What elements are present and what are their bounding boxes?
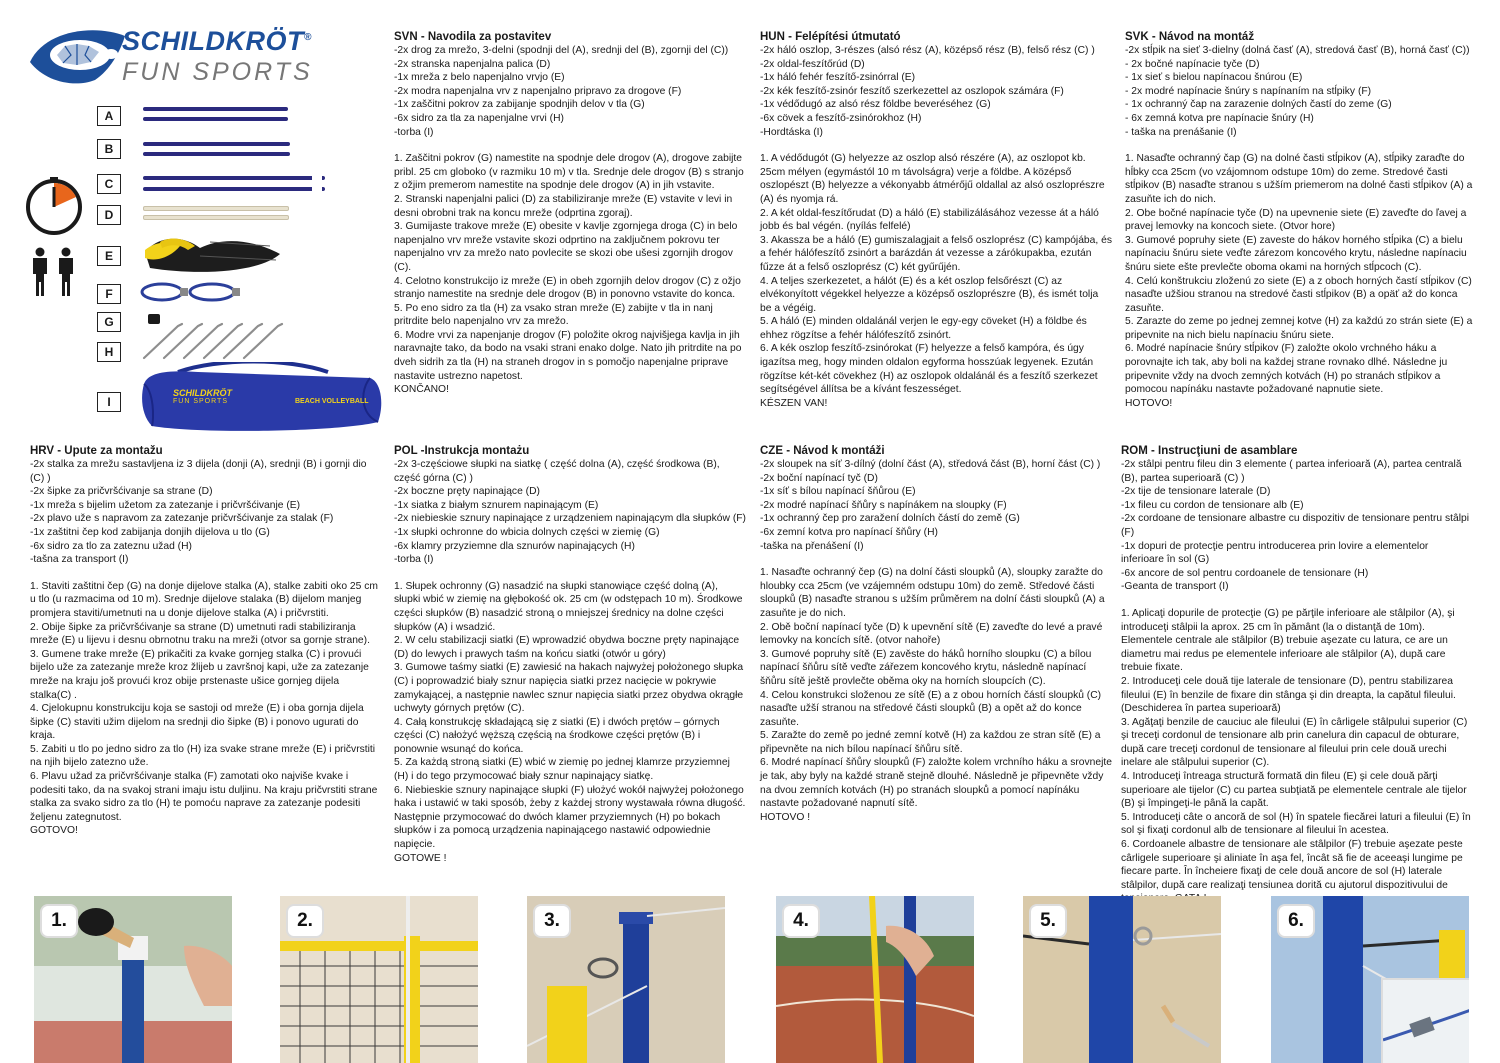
clock-icon (24, 177, 84, 237)
instructions-hrv (30, 444, 382, 838)
part-label-c: C (97, 174, 121, 194)
bag-product: BEACH VOLLEYBALL (295, 398, 369, 405)
part-label-i: I (97, 392, 121, 412)
step-photo-2 (280, 896, 478, 1063)
assembly-steps: 1. Nasaďte ochranný čap (G) na dolné časti stĺpikov (A), stĺpiky zaraďte do hĺbky cca 25cm (vo vzájomnom odstupe 10m) do zeme. Stredové časti stĺpikov (B) nasaďte stranou s užším priemerom na dolné časti stĺpikov (A) a zasuňte ich do nich. 2. Obe bočné napínacie tyče (D) na upevnenie siete (E) zaveďte do ľavej a pravej lemovky na koncoch siete. (Otvor hore) 3. Gumové popruhy siete (E) zaveste do hákov horného stĺpika (C) a bielu napínaciu šnúru siete veďte zárezom koncového krytu, následne napínaciu šnúru siete ešte prevlečte oboma okami na horných stĺpcoch (C). 4. Celú konštrukciu zloženú zo siete (E) a z oboch horných častí stĺpikov (C) nasaďte užšiou stranou na stredové časti stĺpikov (B) a opäť až do konca zasuňte. 5. Zarazte do zeme po jednej zemnej kotve (H) za každú zo strán siete (E) a pripevnite na nich bielu napínaciu šnúru siete. 6. Modré napínacie šnúry stĺpikov (F) založte okolo vrchného háku a porovnajte ich tak, aby boli na každej strane rovnako dlhé. Následne ju pripevnite vždy na dvoch zemných kotvách (H) po stranách stĺpikov a pomocou napínáku nastavte požadované napnutie siete. HOTOVO! (1125, 153, 1473, 409)
assembly-steps: 1. Słupek ochronny (G) nasadzić na słupki stanowiące część dolną (A), słupki wbić w ziemię na głębokość ok. 25 cm (w odstępach 10 m). Środkowe części słupków (B) nasadzić stroną o mniejszej średnicy na dolne części słupków (A) i wsadzić. 2. W celu stabilizacji siatki (E) wprowadzić obydwa boczne pręty napinające (D) do lewych i prawych taśm na końcu siatki (otwór u góry) 3. Gumowe taśmy siatki (E) zawiesić na hakach najwyżej położonego słupka (C) i poprowadzić biały sznur napięcia siatki przez nacięcie w pokrywie zamykającej, a następnie nawlec sznur napięcia siatki przez obydwa okrągłe uchwyty górnych prętów (C). 4. Całą konstrukcję składającą się z siatki (E) i dwóch prętów – górnych części (C) nałożyć węższą częścią na środkowe części prętów (B) i ponownie wsunąć do końca. 5. Za każdą stroną siatki (E) wbić w ziemię po jednej klamrze przyziemnej (H) i do tego przymocować biały sznur napinający siatkę. 6. Niebieskie sznury napinające słupki (F) ułożyć wokół najwyżej położonego haka i ustawić w taki sposób, żeby z każdej strony wystawała równa długość. Następnie przymocować do dwóch klamer przyziemnych (H) po bokach słupków i za pomocą urządzenia napinającego nastawić odpowiednie napięcie. GOTOWE ! (394, 580, 746, 864)
photo-step-number: 4. (784, 906, 818, 936)
instructions-hun (760, 30, 1112, 410)
blue-rope-f-icon (140, 280, 245, 304)
photo-step-number: 2. (288, 906, 322, 936)
assembly-steps: 1. Nasaďte ochranný čep (G) na dolní části sloupků (A), sloupky zaražte do hloubky cca 25cm (ve vzájemném odstupu 10m) do země. Středové části sloupků (B) nasaďte stranou s užším průměrem na dolní části sloupků (A) a zasuňte je do nich. 2. Obě boční napínací tyče (D) k upevnění sítě (E) zaveďte do levé a pravé lemovky na koncích sítě. (otvor nahoře) 3. Gumové popruhy sítě (E) zavěste do háků horního sloupku (C) a bílou napínací šňůru sítě veďte zářezem koncového krytu, následně napínací šňůru sítě ještě provlečte oběma oky na horních sloupcích (C). 4. Celou konstrukci složenou ze sítě (E) a z obou horních částí sloupků (C) nasaďte užší stranou na středové části sloupků (B) a opět až do konce zasuňte. 5. Zaražte do země po jedné zemní kotvě (H) za každou ze stran sítě (E) a připevněte na nich bílou napínací šňůru sítě. 6. Modré napínací šňůry sloupků (F) založte kolem vrchního háku a srovnejte je tak, aby byly na každé straně stejně dlouhé. Následně je připevněte vždy na dvou zemních kotvách (H) po stranách sloupků a pomocí napínáku nastavte požadované napnutí sítě. HOTOVO ! (760, 567, 1112, 823)
tensioner-detail-inset (1381, 978, 1469, 1063)
photo-step-number: 5. (1031, 906, 1065, 936)
step-photo-6 (1271, 896, 1469, 1063)
instructions-svn (394, 30, 746, 397)
section-title: HRV - Upute za montažu (30, 445, 163, 457)
brand-name: SCHILDKRÖT® (122, 26, 312, 56)
instructions-svk (1125, 30, 1475, 410)
pole-top-c (143, 176, 325, 180)
part-label-b: B (97, 139, 121, 159)
assembly-steps: 1. Staviti zaštitni čep (G) na donje dijelove stalka (A), stalke zabiti oko 25 cm u tlo (u razmacima od 10 m). Srednje dijelove stalaka (B) dijelom manjeg promjera staviti/umetnuti na u donje dijelove stalka (A) i pričvrstiti. 2. Obije šipke za pričvršćivanje sa strane (D) umetnuti radi stabiliziranja mreže (E) u lijevu i desnu obrnotnu traku na mreži (otvor sa gornje strane). 3. Gumene trake mreže (E) prikačiti za kvake gornjeg stalka (C) i provući bijelo uže za zatezanje mreže kroz žlijeb u završnoj kapi, uže za zatezanje mreže na kraju još provući kroz obije prstenaste ušice gornjeg dijela stalka(C) . 4. Cjelokupnu konstrukciju koja se sastoji od mreže (E) i oba gornja dijela šipke (C) staviti užim dijelom na srednji dio šipke (B) i ponovo ugurati do kraja. 5. Zabiti u tlo po jedno sidro za tlo (H) iza svake strane mreže (E) i pričvrstiti na njih bijelo zatezno uže. 6. Plavu užad za pričvršćivanje stalka (F) zamotati oko najviše kvake i podesiti tako, da na svakoj strani imaju istu duljinu. Na kraju pričvrstiti strane stalka za svako sidro za tlo (H) te pomoću naprave za zatezanje podesiti željenu zategnutost. GOTOVO! (30, 580, 378, 837)
pole-cap-c (312, 186, 322, 192)
pole-lower-a (143, 117, 288, 121)
bag-brand: SCHILDKRÖT (173, 388, 232, 398)
photo-step-number: 3. (535, 906, 569, 936)
parts-list: -2x drog za mrežo, 3-delni (spodnji del (A), srednji del (B), zgornji del (C)) -2x stranska napenjalna palica (D) -1x mreža z belo napenjalno vrvjo (E) -2x modra napenjalna vrv z napenjalno pripravo za drogove (F) -1x zaščitni pokrov za zabijanje spodnjih delov v tla (G) -6x sidro za tla za napenjalne vrvi (H) -torba (I) (394, 45, 729, 138)
parts-list: -2x stĺpik na sieť 3-dielny (dolná časť (A), stredová časť (B), horná časť (C)) - 2x bočné napínacie tyče (D) - 1x sieť s bielou napínacou šnúrou (E) - 2x modré napínacie šnúry s napínaním na stĺpiky (F) - 1x ochranný čap na zarazenie dolných častí do zeme (G) - 6x zemná kotva pre napínacie šnúry (H) - taška na prenášanie (I) (1125, 45, 1470, 138)
parts-list: -2x 3-częściowe słupki na siatkę ( część dolna (A), część środkowa (B), część górna (C) ) -2x boczne pręty napinające (D) -1x siatka z białym sznurem napinającym (E) -2x niebieskie sznury napinające z urządzeniem napinającym dla słupków (F) -1x słupki ochronne do wbicia dolnych części w ziemię (G) -6x klamry przyziemne dla sznurów napinających (H) -torba (I) (394, 459, 746, 566)
pole-lower-a (143, 107, 288, 111)
pole-top-c (143, 187, 325, 191)
turtle-logo-icon (25, 22, 135, 90)
section-title: SVN - Navodila za postavitev (394, 31, 552, 43)
parts-list: -2x háló oszlop, 3-részes (alsó rész (A), középső rész (B), felső rész (C) ) -2x oldal-feszítőrúd (D) -1x háló fehér feszítő-zsinórral (E) -2x kék feszítő-zsinór feszítő szerkezettel az oszlopok számára (F) -1x védődugó az alsó rész földbe beveréséhez (G) -6x cövek a feszítő-zsinórokhoz (H) -Hordtáska (I) (760, 45, 1095, 138)
parts-list: -2x stalka za mrežu sastavljena iz 3 dijela (donji (A), srednji (B) i gornji dio (C) ) -2x šipke za pričvršćivanje sa strane (D) -1x mreža s bijelim užetom za zatezanje i pričvršćivanje (E) -2x plavo uže s napravom za zatezanje pričvršćivanje za stalak (F) -1x zaštitni čep kod zabijanja donjih dijelova u tlo (G) -6x sidro za tlo za zateznu užad (H) -tašna za transport (I) (30, 459, 367, 566)
section-title: SVK - Návod na montáž (1125, 31, 1255, 43)
instructions-rom (1121, 444, 1473, 906)
parts-list: -2x sloupek na síť 3-dílný (dolní část (A), středová část (B), horní část (C) ) -2x boční napínací tyč (D) -1x síť s bílou napínací šňůrou (E) -2x modré napínací šňůry s napínákem na sloupky (F) -1x ochranný čep pro zaražení dolních částí do země (G) -6x zemní kotva pro napínací šňůry (H) -taška na přenášení (I) (760, 459, 1101, 552)
photo-step-number: 1. (42, 906, 76, 936)
section-title: CZE - Návod k montáži (760, 445, 885, 457)
instructions-cze (760, 444, 1112, 824)
part-label-h: H (97, 342, 121, 362)
pole-middle-b (143, 142, 290, 146)
step-photo-4 (776, 896, 974, 1063)
part-label-d: D (97, 205, 121, 225)
section-title: POL -Instrukcja montażu (394, 445, 530, 457)
part-label-g: G (97, 312, 121, 332)
tension-rod-d (143, 215, 289, 220)
step-photo-5 (1023, 896, 1221, 1063)
pole-middle-b (143, 152, 290, 156)
step-photo-1 (34, 896, 232, 1063)
part-label-f: F (97, 284, 121, 304)
net-e-icon (140, 232, 285, 276)
ground-anchor-h-icon (140, 316, 290, 362)
part-label-a: A (97, 106, 121, 126)
assembly-steps: 1. Aplicaţi dopurile de protecţie (G) pe părţile inferioare ale stâlpilor (A), şi introduceţi stâlpii la aprox. 25 cm în pământ (la o distanţă de 10m). Elementele centrale ale stâlpilor (B) trebuie aşezate cu latura, ce are un diametru mai redus pe elementele inferioare ale stâlpilor (A), după care trebuie fixate. 2. Introduceţi cele două tije laterale de tensionare (D), pentru stabilizarea fileului (E) în benzile de fixare din stânga şi din dreapta, la capătul fileului. (Deschiderea în partea superioară) 3. Agăţaţi benzile de cauciuc ale fileului (E) în cârligele stâlpului superior (C) şi treceţi cordonul de tensionare alb prin canelura din capacul de obturare, după care treceţi cordonul de tensionare al fileului prin cele două urechi inelare ale stâlpului superior (C). 4. Introduceţi întreaga structură formată din fileu (E) şi cele două părţi superioare ale tijelor (C) cu partea subţiată pe elementele centrale ale tijelor (B) şi împingeţi-le până la capăt. 5. Introduceţi câte o ancoră de sol (H) în spatele fiecărei laturi a fileului (E) în sol şi fixaţi cordonul alb de tensionare al fileului în acestea. 6. Cordoanele albastre de tensionare ale stâlpilor (F) trebuie aşezate peste cârligele superioare şi aliniate în aşa fel, încât să fie de aceeaşi lungime pe fiecare parte. În încheiere fixaţi de cele două ancore de sol (H) laterale stâlpilor, după care realizaţi tensiunea dorită cu ajutorul dispozitivului de (1121, 607, 1471, 891)
part-label-e: E (97, 246, 121, 266)
two-persons-icon (28, 247, 78, 297)
brand-subtitle: FUN SPORTS (122, 58, 313, 86)
section-title: HUN - Felépítési útmutató (760, 31, 901, 43)
instructions-pol (394, 444, 746, 865)
tension-rod-d (143, 206, 289, 211)
step-photo-3 (527, 896, 725, 1063)
assembly-steps: 1. Zaščitni pokrov (G) namestite na spodnje dele drogov (A), drogove zabijte pribl. 25 cm globoko (v razmiku 10 m) v tla. Srednje dele drogov (B) s stranjo z ožjim premerom namestite na spodnje dele drogov (A) in jih vstavite. 2. Stranski napenjalni palici (D) za stabiliziranje mreže (E) vstavite v levi in desni obrobni trak na koncu mreže (odprtina zgoraj). 3. Gumijaste trakove mreže (E) obesite v kavlje zgornjega droga (C) in belo napenjalno vrv mreže vstavite skozi odprtino na zaključnem pokrovu ter napenjalno vrv za mrežo nato povlecite se skozi obe ušesi zgornjih drogov (C). 4. Celotno konstrukcijo iz mreže (E) in obeh zgornjih delov drogov (C) z ožjo stranjo namestite na srednje dele drogov (B) in ponovno vstavite do konca. 5. Po eno sidro za tla (H) za vsako stran mreže (E) zabijte v tla in nanj pritrdite belo napenjalno vrv za mrežo. 6. Modre vrvi za napenjanje drogov (F) položite okrog najvišjega kavlja in jih naravnajte tako, da bodo na vsaki strani enako dolge. Nato jih pritrdite na po dveh sidrih za tla (H) na straneh drogov in s pomočjo napenjalne priprave nastavite ustrezno napetost. KONČANO! (394, 153, 744, 396)
assembly-steps: 1. A védődugót (G) helyezze az oszlop alsó részére (A), az oszlopot kb. 25cm mélyen (egymástól 10 m távolságra) verje a földbe. A középső oszlopészt (B) helyezze a vékonyabb átmérőjű oldallal az alsó oszloprészre (A) és nyomja rá. 2. A két oldal-feszítőrudat (D) a háló (E) stabilizálásához vezesse át a háló jobb és bal végén. (nyílás felfelé) 3. Akassza be a háló (E) gumiszalagjait a felső oszloprész (C) kampójába, és a fehér hálófeszítő zsinórt a barázdán át vezesse a zárókupakba, ezután fűzze át a felső oszloprész (C) két gyűrűjén. 4. A teljes szerkezetet, a hálót (E) és a két oszlop felsőrészt (C) az elvékonyított végekkel helyezze a középső oszloprészre (B), és ismét tolja be a végéig. 5. A háló (E) minden oldalánál verjen le egy-egy cöveket (H) a földbe és ehhez rögzítse a fehér hálófeszítő zsinórt. 6. A kék oszlop feszítő-zsinórokat (F) helyezze a felső kampóra, és úgy igazítsa meg, hogy minden oldalon egyforma hosszúak legyenek. Ezután rögzítse két-két cövekhez (H) az oszlopok oldalánál és a feszítő szerkezet segítségével állítsa be a kívánt feszességet. KÉSZEN VAN! (760, 153, 1112, 409)
pole-cap-c (312, 175, 322, 181)
photo-step-number: 6. (1279, 906, 1313, 936)
section-title: ROM - Instrucţiuni de asamblare (1121, 445, 1298, 457)
bag-sub: FUN SPORTS (173, 398, 228, 405)
parts-list: -2x stâlpi pentru fileu din 3 elemente ( partea inferioară (A), partea centrală (B), partea superioară (C) ) -2x tije de tensionare laterale (D) -1x fileu cu cordon de tensionare alb (E) -2x cordoane de tensionare albastre cu dispozitiv de tensionare pentru stâlpi (F) -1x dopuri de protecţie pentru introducerea prin lovire a elementelor inferioare în sol (G) -6x ancore de sol pentru cordoanele de tensionare (H) -Geanta de transport (I) (1121, 459, 1470, 593)
